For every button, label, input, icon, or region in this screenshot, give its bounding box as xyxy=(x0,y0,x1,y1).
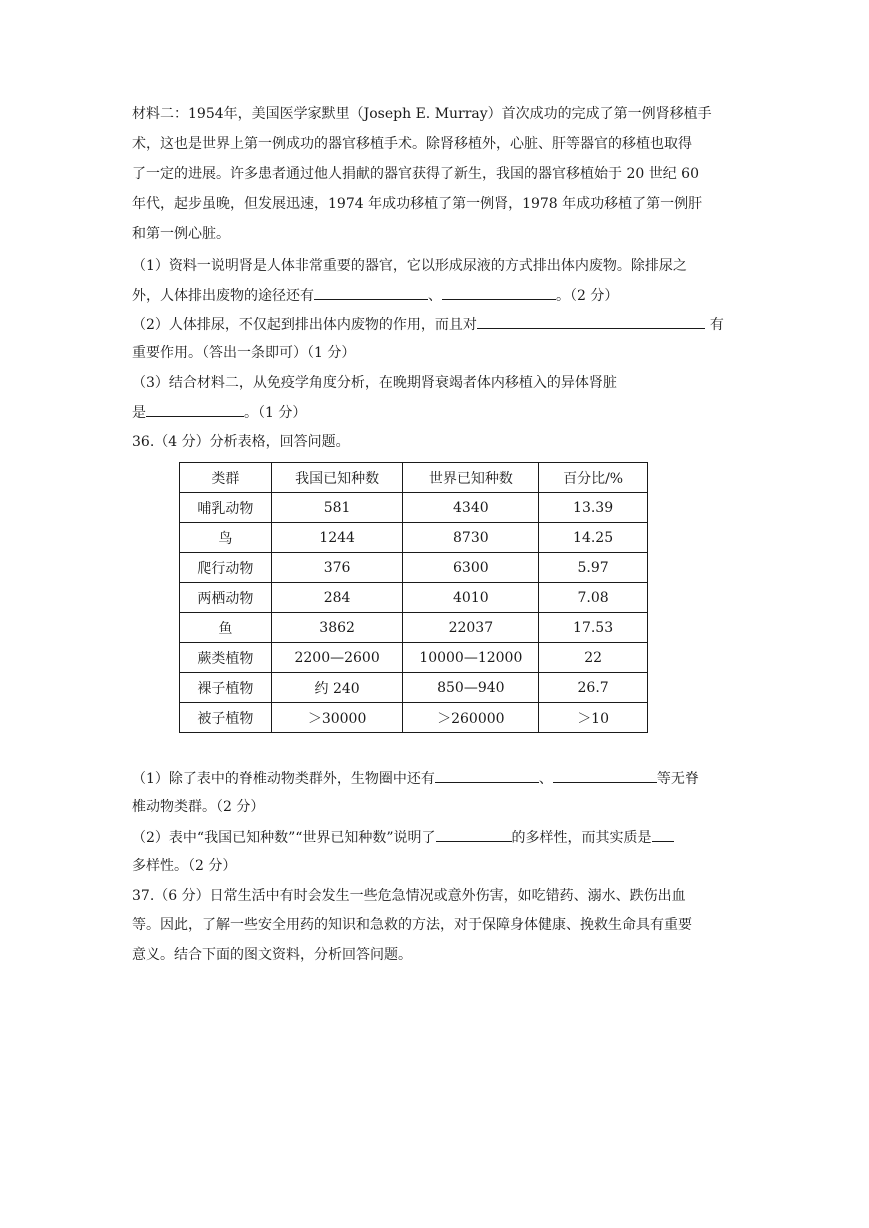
q35-part2-line-2: 重要作用。（答出一条即可）（1 分） xyxy=(132,345,356,361)
table-cell: 7.08 xyxy=(539,583,648,613)
table-row xyxy=(180,673,648,703)
q36-part2-line-2: 多样性。（2 分） xyxy=(132,858,237,874)
table-cell: 13.39 xyxy=(539,493,648,523)
q35-part1-line-2 xyxy=(132,285,618,306)
material2-line-3: 了一定的进展。许多患者通过他人捐献的器官获得了新生，我国的器官移植始于 20 世纪 60 xyxy=(132,166,699,182)
table-cell: 裸子植物 xyxy=(180,673,272,703)
material2-line-1: 材料二：1954年，美国医学家默里（Joseph E. Murray）首次成功的完成了第一例肾移植手 xyxy=(132,106,712,122)
table-cell: 10000—12000 xyxy=(403,643,539,673)
table-cell: 22037 xyxy=(403,613,539,643)
answer-blank[interactable] xyxy=(435,768,539,783)
answer-blank[interactable] xyxy=(477,314,705,329)
table-row xyxy=(180,523,648,553)
q35-part1-text-b: 。（2 分） xyxy=(556,288,619,304)
table-header: 类群 xyxy=(180,463,272,493)
q37-line-2: 等。因此，了解一些安全用药的知识和急救的方法，对于保障身体健康、挽救生命具有重要 xyxy=(132,917,692,933)
table-cell: 376 xyxy=(271,553,403,583)
table-row xyxy=(180,583,648,613)
species-table xyxy=(179,462,648,733)
q36-part1-line-1 xyxy=(132,768,699,789)
q35-part3-line-2 xyxy=(132,402,306,423)
table-cell: ＞10 xyxy=(539,703,648,733)
table-cell: ＞260000 xyxy=(403,703,539,733)
q36-part2-text-b: 的多样性，而其实质是 xyxy=(511,830,652,846)
q36-part2-text-a: （2）表中“我国已知种数”“世界已知种数”说明了 xyxy=(132,830,436,846)
table-cell: 581 xyxy=(271,493,403,523)
table-cell: 22 xyxy=(539,643,648,673)
table-row xyxy=(180,493,648,523)
table-row xyxy=(180,613,648,643)
table-cell: 26.7 xyxy=(539,673,648,703)
q36-part1-text-b: 等无脊 xyxy=(656,771,699,787)
table-header-row xyxy=(180,463,648,493)
table-cell: 6300 xyxy=(403,553,539,583)
table-header: 世界已知种数 xyxy=(403,463,539,493)
table-cell: 哺乳动物 xyxy=(180,493,272,523)
q36-part1-separator: 、 xyxy=(538,771,553,787)
q37-line-3: 意义。结合下面的图文资料，分析回答问题。 xyxy=(132,947,412,963)
table-cell: 5.97 xyxy=(539,553,648,583)
q35-part2-line-1 xyxy=(132,314,724,335)
answer-blank[interactable] xyxy=(146,402,244,417)
table-cell: 284 xyxy=(271,583,403,613)
table-row xyxy=(180,643,648,673)
answer-blank[interactable] xyxy=(314,285,428,300)
table-cell: 约 240 xyxy=(271,673,403,703)
q36-part1-text-a: （1）除了表中的脊椎动物类群外，生物圈中还有 xyxy=(132,771,435,787)
material2-line-2: 术，这也是世界上第一例成功的器官移植手术。除肾移植外，心脏、肝等器官的移植也取得 xyxy=(132,136,692,152)
q35-part1-line-1: （1）资料一说明肾是人体非常重要的器官，它以形成尿液的方式排出体内废物。除排尿之 xyxy=(132,258,687,274)
q35-part2-text-a: （2）人体排尿，不仅起到排出体内废物的作用，而且对 xyxy=(132,317,477,333)
table-cell: 850—940 xyxy=(403,673,539,703)
q35-part1-text-a: 外，人体排出废物的途径还有 xyxy=(132,288,314,304)
q35-part2-text-b: 有 xyxy=(709,317,724,333)
table-row xyxy=(180,703,648,733)
table-header: 百分比/% xyxy=(539,463,648,493)
table-cell: 4340 xyxy=(403,493,539,523)
q36-part1-line-2: 椎动物类群。（2 分） xyxy=(132,799,265,815)
table-header: 我国已知种数 xyxy=(271,463,403,493)
table-cell: 14.25 xyxy=(539,523,648,553)
table-cell: 3862 xyxy=(271,613,403,643)
q35-part3-text-b: 。（1 分） xyxy=(244,405,307,421)
table-cell: 鱼 xyxy=(180,613,272,643)
table-cell: 爬行动物 xyxy=(180,553,272,583)
table-cell: 蕨类植物 xyxy=(180,643,272,673)
q36-part2-line-1 xyxy=(132,827,674,848)
table-cell: 17.53 xyxy=(539,613,648,643)
answer-blank[interactable] xyxy=(436,827,512,842)
table-cell: 被子植物 xyxy=(180,703,272,733)
table-cell: 1244 xyxy=(271,523,403,553)
table-cell: 鸟 xyxy=(180,523,272,553)
table-cell: 2200—2600 xyxy=(271,643,403,673)
answer-blank[interactable] xyxy=(553,768,657,783)
answer-blank[interactable] xyxy=(442,285,556,300)
table-cell: 两栖动物 xyxy=(180,583,272,613)
q37-line-1: 37.（6 分）日常生活中有时会发生一些危急情况或意外伤害，如吃错药、溺水、跌伤出血 xyxy=(132,888,686,904)
answer-blank[interactable] xyxy=(652,827,674,842)
table-cell: 4010 xyxy=(403,583,539,613)
material2-line-4: 年代，起步虽晚，但发展迅速，1974 年成功移植了第一例肾，1978 年成功移植了第一例肝 xyxy=(132,196,703,212)
table-cell: 8730 xyxy=(403,523,539,553)
q35-part3-text-a: 是 xyxy=(132,405,146,421)
q36-heading: 36.（4 分）分析表格，回答问题。 xyxy=(132,434,350,450)
material2-line-5: 和第一例心脏。 xyxy=(132,226,230,242)
table-cell: ＞30000 xyxy=(271,703,403,733)
q35-part1-separator: 、 xyxy=(428,288,442,304)
table-row xyxy=(180,553,648,583)
q35-part3-line-1: （3）结合材料二，从免疫学角度分析，在晚期肾衰竭者体内移植入的异体肾脏 xyxy=(132,375,617,391)
